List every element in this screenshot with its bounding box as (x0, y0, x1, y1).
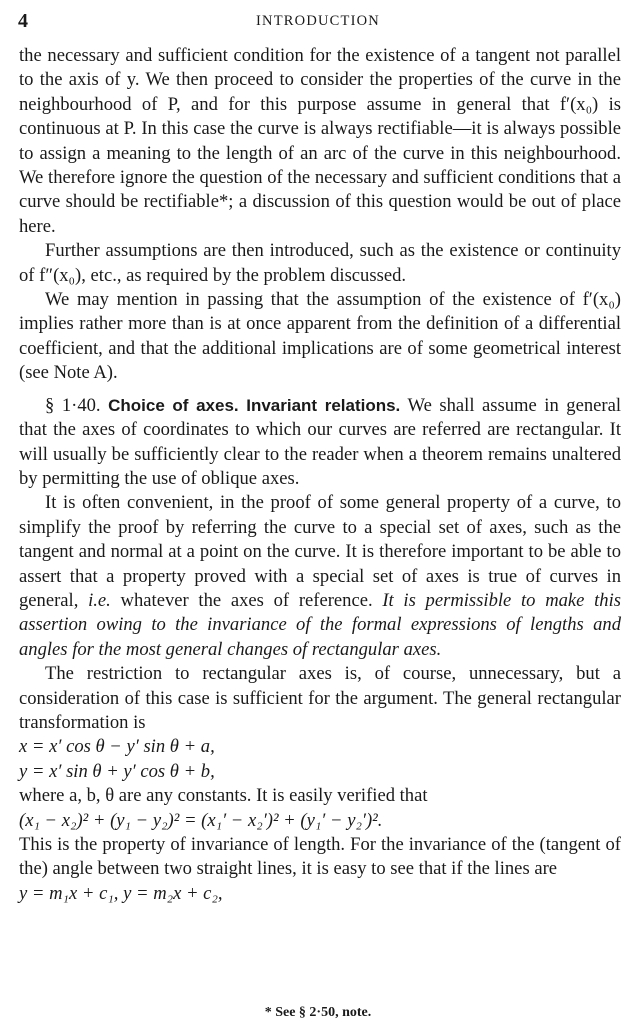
footnote: * See § 2·50, note. (264, 1005, 372, 1020)
paragraph-8: This is the property of invariance of length. For the invariance of the (tangent of the) angle between two straight lines, it is easy to see that if the lines are (19, 834, 621, 880)
paragraph-5-mid: whatever the axes of reference. (120, 589, 373, 611)
paragraph-1: the necessary and sufficient condition for the existence of a tangent not parallel to the axis of y. We then proceed to consider the properties of the curve in the neighbourhood of P, and for this purpose assume in general that f′(x₀) is continuous at P. In this case the curve is always rectifiable—it is always possible to assign a meaning to the length of an arc of the curve in this neighbourhood. We therefore ignore the question of the necessary and sufficient conditions that a curve should be rectifiable*; a discussion of this question would be out of place here. (19, 45, 621, 237)
paragraph-7: where a, b, θ are any constants. It is easily verified that (19, 785, 428, 807)
page-number: 4 (18, 10, 28, 32)
section-title: Choice of axes. Invariant relations. (108, 395, 401, 415)
section-paragraph-text: We shall assume in general that the axes of coordinates to which our curves are referred are rectangular. It will usually be sufficiently clear to the reader when a theorem remains unaltered by permitting the use of oblique axes. (19, 394, 622, 489)
section-number: § 1·40. (45, 394, 101, 416)
equation-y-transform: y = x′ sin θ + y′ cos θ + b, (19, 760, 215, 782)
equation-length-invariance: (x₁ − x₂)² + (y₁ − y₂)² = (x₁′ − x₂′)² + (y₁′ − y₂′)². (19, 809, 383, 831)
paragraph-5-italic: It is permissible to make this assertion owing to the invariance of the formal expressions of lengths and angles for the most general changes of rectangular axes. (19, 589, 622, 660)
paragraph-6: The restriction to rectangular axes is, of course, unnecessary, but a consideration of this case is sufficient for the argument. The general rectangular transformation is (19, 663, 621, 733)
paragraph-5-ie: i.e. (88, 589, 111, 611)
page-header (18, 10, 618, 32)
page-body (19, 44, 621, 906)
paragraph-5-start: It is often convenient, in the proof of some general property of a curve, to simplify the proof by referring the curve to a special set of axes, such as the tangent and normal at a point on the curve. It is therefore important to be able to assert that a property proved with a special set of axes is true of curves in general, (19, 492, 621, 611)
equation-lines: y = m₁x + c₁, y = m₂x + c₂, (19, 882, 223, 904)
equation-x-transform: x = x′ cos θ − y′ sin θ + a, (19, 736, 215, 758)
paragraph-2: Further assumptions are then introduced, such as the existence or continuity of f″(x₀), etc., as required by the problem discussed. (19, 240, 621, 286)
paragraph-3: We may mention in passing that the assumption of the existence of f′(x₀) implies rather more than is at once apparent from the definition of a differential coefficient, and that the additional implications are of some geometrical interest (see Note A). (19, 289, 621, 384)
running-title: INTRODUCTION (256, 13, 380, 29)
paragraph-5 (19, 491, 621, 662)
paragraph-section-1-40 (19, 394, 621, 492)
